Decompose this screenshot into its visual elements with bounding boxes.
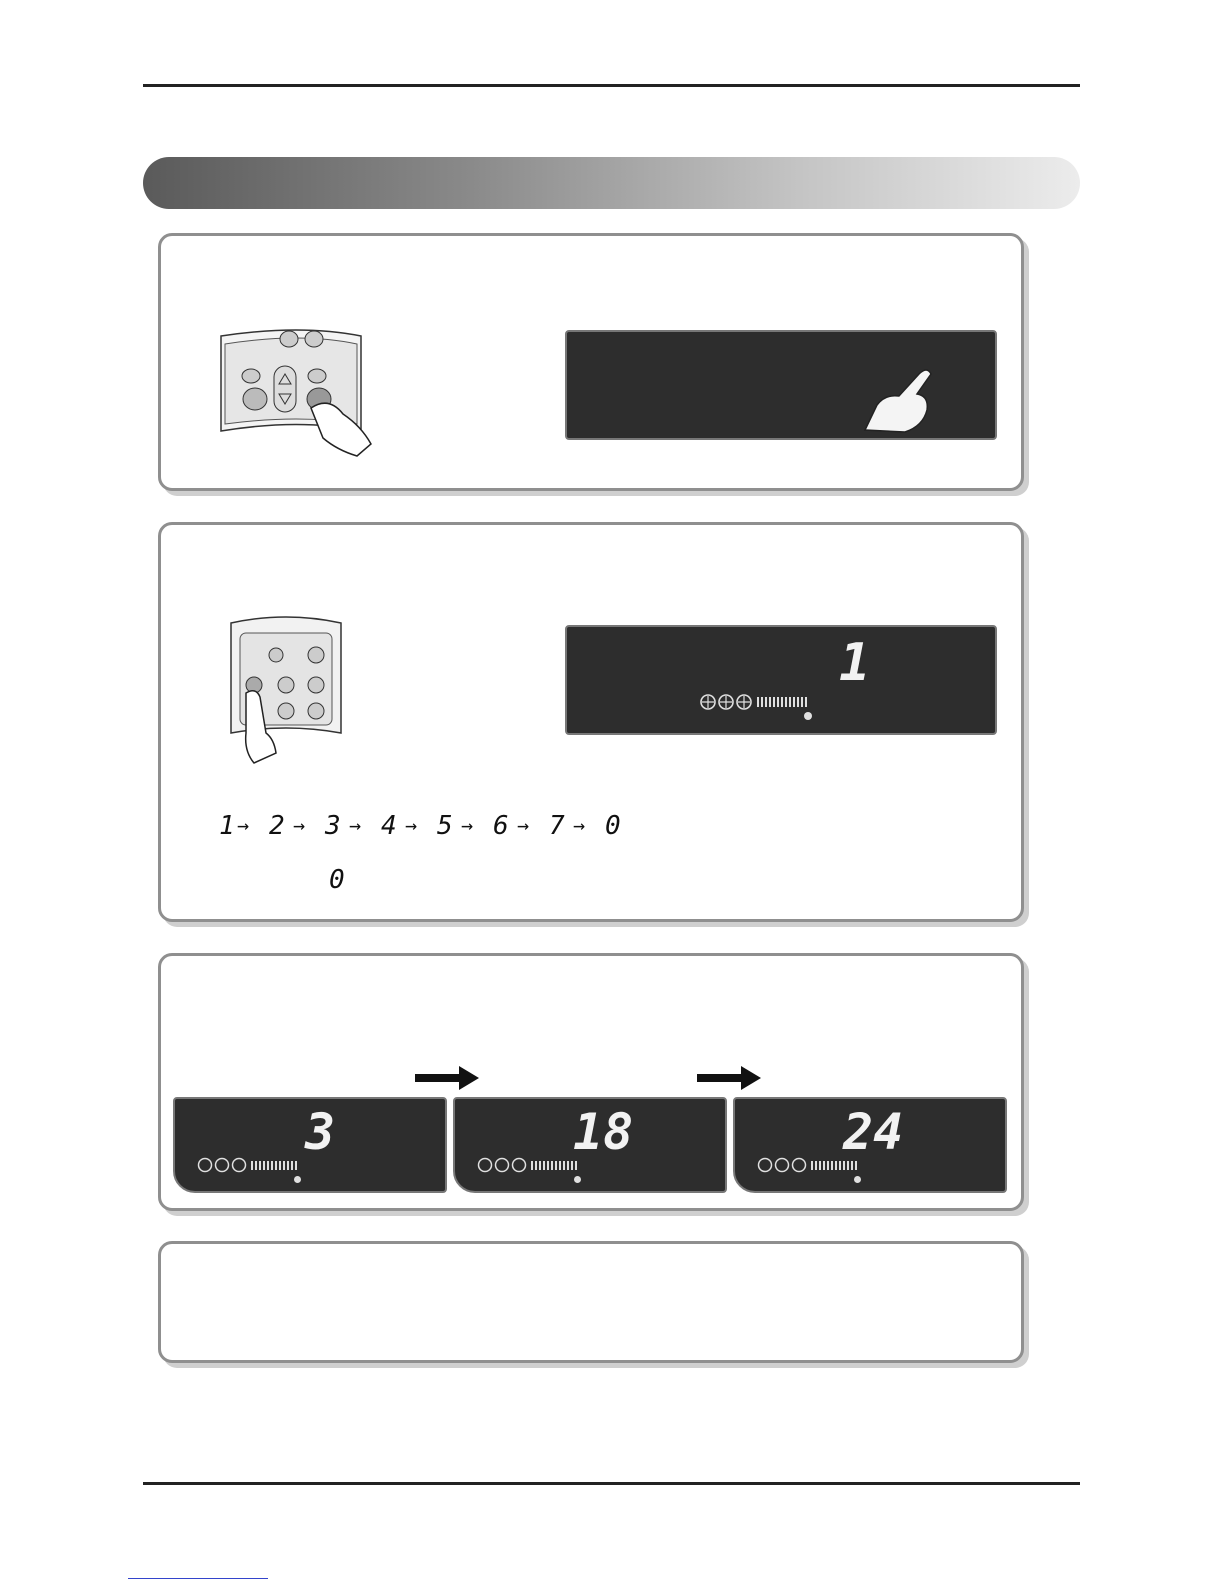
card-step-2 (158, 522, 1024, 922)
section-banner (143, 157, 1080, 209)
timer-clock-icon (573, 1175, 582, 1184)
footer-link-underline (128, 1578, 268, 1579)
arrow-right-icon: → (573, 813, 586, 837)
fan-icon (477, 1157, 527, 1173)
fan-speed-bar (757, 697, 809, 707)
remote-control-icon (216, 613, 366, 773)
sequence-digit: 1 (219, 811, 235, 841)
arrow-right-icon (415, 1066, 479, 1090)
top-rule (143, 84, 1080, 87)
arrow-right-icon (697, 1066, 761, 1090)
timer-clock-icon (803, 711, 813, 721)
arrow-right-icon: → (517, 813, 530, 837)
timer-clock-icon (853, 1175, 862, 1184)
arrow-right-icon: → (461, 813, 474, 837)
pointing-hand-icon (857, 360, 947, 440)
fan-icon (757, 1157, 807, 1173)
sequence-digit: 3 (325, 811, 341, 841)
sequence-digit: 4 (381, 811, 397, 841)
lcd-digit: 3 (305, 1103, 336, 1161)
arrow-right-icon: → (293, 813, 306, 837)
card-step-3 (158, 953, 1024, 1211)
lcd-digit: 24 (843, 1103, 904, 1161)
card-step-4 (158, 1241, 1024, 1363)
lcd-display-3b (453, 1097, 727, 1193)
sequence-digit: 7 (549, 811, 565, 841)
sequence-digit: 6 (493, 811, 509, 841)
arrow-right-icon: → (405, 813, 418, 837)
sequence-digit: 2 (269, 811, 285, 841)
arrow-right-icon: → (237, 813, 250, 837)
fan-speed-bar (531, 1161, 577, 1170)
timer-clock-icon (293, 1175, 302, 1184)
lcd-display-2 (565, 625, 997, 735)
fan-icon (699, 693, 753, 711)
sequence-digit: 5 (437, 811, 453, 841)
bottom-rule (143, 1482, 1080, 1485)
lcd-display-3c (733, 1097, 1007, 1193)
cancel-digit: 0 (329, 865, 345, 895)
fan-speed-bar (251, 1161, 297, 1170)
lcd-digit: 1 (839, 633, 871, 693)
card-step-1 (158, 233, 1024, 491)
digit-sequence (219, 811, 639, 845)
fan-icon (197, 1157, 247, 1173)
lcd-display-3a (173, 1097, 447, 1193)
lcd-display-1 (565, 330, 997, 440)
sequence-digit: 0 (605, 811, 621, 841)
lcd-digit: 18 (573, 1103, 634, 1161)
fan-speed-bar (811, 1161, 857, 1170)
arrow-right-icon: → (349, 813, 362, 837)
remote-control-icon (211, 326, 391, 466)
